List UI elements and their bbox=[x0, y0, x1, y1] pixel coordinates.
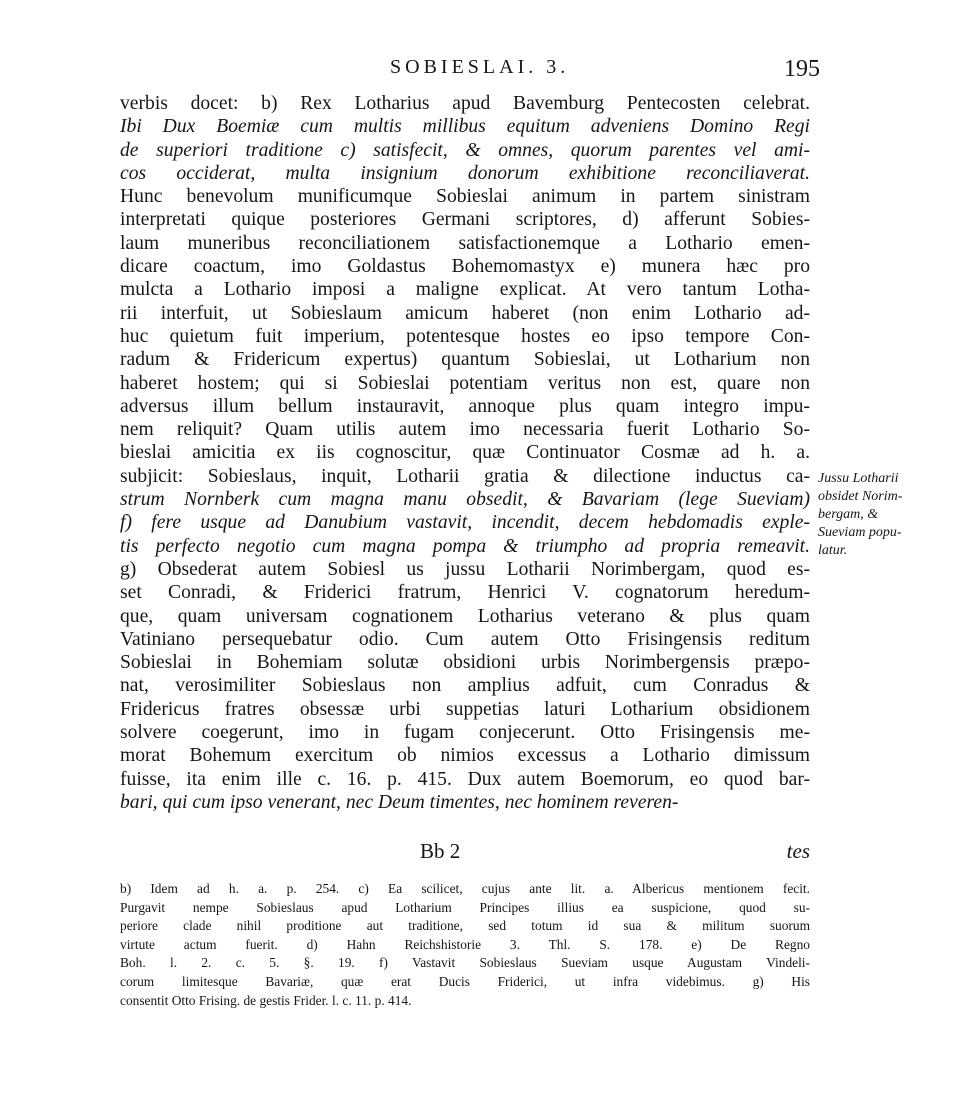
text-line: bieslai amicitia ex iis cognoscitur, quæ Continuator Cosmæ ad h. a. bbox=[120, 442, 810, 464]
signature-line bbox=[120, 839, 810, 865]
page-number: 195 bbox=[784, 56, 820, 82]
text-line: Vatiniano persequebatur odio. Cum autem Otto Frisingensis reditum bbox=[120, 628, 810, 650]
text-line: que, quam universam cognationem Lotharius veterano & plus quam bbox=[120, 605, 810, 627]
text-line: interpretati quique posteriores Germani scriptores, d) afferunt Sobies- bbox=[120, 209, 810, 231]
text-line: radum & Fridericum expertus) quantum Sobieslai, ut Lotharium non bbox=[120, 349, 810, 371]
text-line: haberet hostem; qui si Sobieslai potentiam veritus non est, quare non bbox=[120, 372, 810, 394]
page-header bbox=[120, 56, 820, 86]
margin-note-line: latur. bbox=[818, 543, 848, 558]
text-line: Fridericus fratres obsessæ urbi suppetias laturi Lotharium obsidionem bbox=[120, 698, 810, 720]
margin-note-line: Sueviam popu- bbox=[818, 525, 902, 540]
text-line: nem reliquit? Quam utilis autem imo necessaria fuerit Lothario So- bbox=[120, 419, 810, 441]
text-line: set Conradi, & Friderici fratrum, Henrici V. cognatorum heredum- bbox=[120, 582, 810, 604]
footnote-line: consentit Otto Frising. de gestis Frider. l. c. 11. p. 414. bbox=[120, 992, 412, 1008]
signature-mark: Bb 2 bbox=[420, 839, 461, 863]
margin-note-line: obsidet Norim- bbox=[818, 489, 903, 504]
footnote-line: b) Idem ad h. a. p. 254. c) Ea scilicet, cujus ante lit. a. Albericus mentionem fecit. bbox=[120, 881, 810, 896]
text-line: Ibi Dux Boemiæ cum multis millibus equitum adveniens Domino Regi bbox=[120, 116, 810, 138]
main-text bbox=[120, 92, 810, 814]
footnote-line: corum limitesque Bavariæ, quæ erat Ducis Friderici, ut infra videbimus. g) His bbox=[120, 973, 810, 989]
footnote-line: Boh. l. 2. c. 5. §. 19. f) Vastavit Sobieslaus Sueviam usque Augustam Vindeli- bbox=[120, 955, 810, 971]
text-line: nat, verosimiliter Sobieslaus non amplius adfuit, cum Conradus & bbox=[120, 675, 810, 697]
text-line: mulcta a Lothario imposi a maligne explicat. At vero tantum Lotha- bbox=[120, 279, 810, 301]
text-line: Hunc benevolum munificumque Sobieslai animum in partem sinistram bbox=[120, 186, 810, 208]
text-line: g) Obsederat autem Sobiesl us jussu Lotharii Norimbergam, quod es- bbox=[120, 558, 810, 580]
footnote-line: periore clade nihil proditione aut traditione, sed totum id sua & militum suorum bbox=[120, 918, 810, 934]
text-line: laum muneribus reconciliationem satisfactionemque a Lothario emen- bbox=[120, 232, 810, 254]
text-line: dicare coactum, imo Goldastus Bohemomastyx e) munera hæc pro bbox=[120, 256, 810, 278]
text-line: huc quietum fuit imperium, potentesque hostes eo ipso tempore Con- bbox=[120, 325, 810, 347]
text-line: verbis docet: b) Rex Lotharius apud Bavemburg Pentecosten celebrat. bbox=[120, 93, 810, 114]
footnote-line: Purgavit nempe Sobieslaus apud Lotharium Principes illius ea suspicione, quod su- bbox=[120, 899, 810, 915]
text-line: morat Bohemum exercitum ob nimios excessus a Lothario dimissum bbox=[120, 745, 810, 767]
margin-note-line: Jussu Lotharii bbox=[818, 471, 899, 486]
text-line: tis perfecto negotio cum magna pompa & triumpho ad propria remeavit. bbox=[120, 535, 810, 557]
text-line: f) fere usque ad Danubium vastavit, incendit, decem hebdomadis exple- bbox=[120, 512, 810, 534]
text-line: strum Nornberk cum magna manu obsedit, & Bavariam (lege Sueviam) bbox=[120, 489, 810, 511]
catchword: tes bbox=[786, 839, 810, 863]
footnotes bbox=[120, 880, 810, 1010]
running-head: SOBIESLAI. 3. bbox=[390, 56, 570, 78]
text-line: fuisse, ita enim ille c. 16. p. 415. Dux autem Boemorum, eo quod bar- bbox=[120, 768, 810, 790]
margin-note-line: bergam, & bbox=[818, 507, 879, 522]
text-line: subjicit: Sobieslaus, inquit, Lotharii gratia & dilectione inductus ca- bbox=[120, 465, 810, 487]
text-line: Sobieslai in Bohemiam solutæ obsidioni urbis Norimbergensis præpo- bbox=[120, 652, 810, 674]
text-line: adversus illum bellum instauravit, annoque plus quam integro impu- bbox=[120, 395, 810, 417]
text-line: solvere coegerunt, imo in fugam conjecerunt. Otto Frisingensis me- bbox=[120, 722, 810, 744]
text-line: bari, qui cum ipso venerant, nec Deum timentes, nec hominem reveren- bbox=[120, 791, 679, 813]
margin-note bbox=[818, 470, 938, 560]
text-line: cos occiderat, multa insignium donorum exhibitione reconciliaverat. bbox=[120, 162, 810, 184]
footnote-line: virtute actum fuerit. d) Hahn Reichshistorie 3. Thl. S. 178. e) De Regno bbox=[120, 936, 810, 952]
text-line: rii interfuit, ut Sobieslaum amicum haberet (non enim Lothario ad- bbox=[120, 302, 810, 324]
text-line: de superiori traditione c) satisfecit, & omnes, quorum parentes vel ami- bbox=[120, 139, 810, 161]
